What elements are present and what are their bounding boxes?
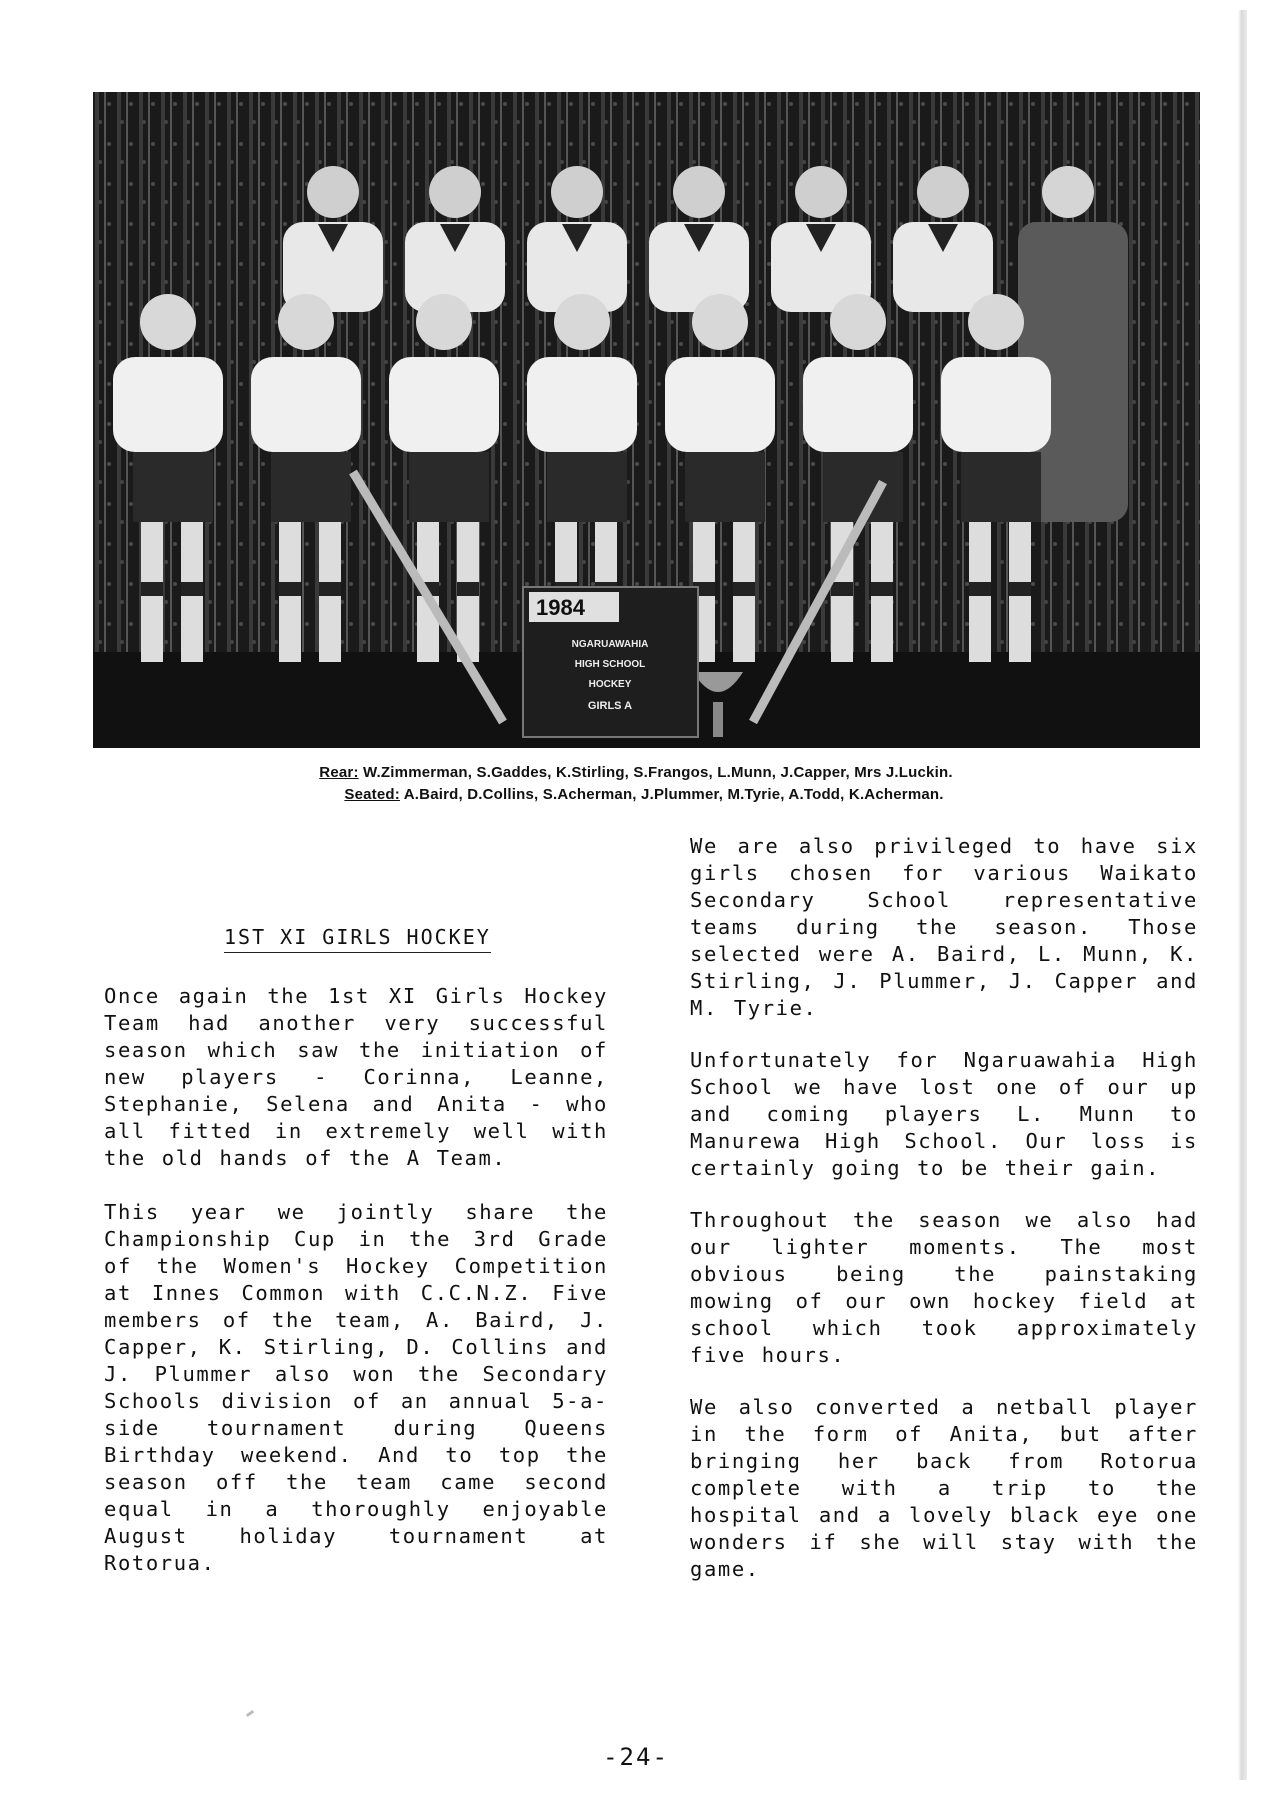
team-photo — [93, 92, 1200, 748]
caption-seated-names: A.Baird, D.Collins, S.Acherman, J.Plummer, M.Tyrie, A.Todd, K.Acherman. — [403, 786, 944, 803]
page-edge — [1238, 10, 1247, 1780]
sign-year: 1984 — [536, 595, 585, 620]
left-column — [104, 983, 608, 1604]
paragraph: We also converted a netball player in the form of Anita, but after bringing her back from Rotorua complete with a trip to the hospital and a lovely black eye one wonders if she will stay with the game. — [690, 1395, 1198, 1581]
team-sign — [523, 587, 698, 737]
scan-speck — [246, 1710, 254, 1717]
sign-line: HIGH SCHOOL — [574, 659, 646, 670]
caption-seated — [0, 786, 1272, 803]
page-number: -24- — [603, 1743, 669, 1771]
team-photo-illustration — [93, 92, 1200, 748]
paragraph: This year we jointly share the Championship Cup in the 3rd Grade of the Women's Hockey Competition at Innes Common with C.C.N.Z. Five members of the team, A. Baird, J. Capper, K. Stirling, D. Collins and J. Plummer also won the Secondary Schools division of an annual 5-a-side tournament during Queens Birthday weekend. And to top the season off the team came second equal in a thoroughly enjoyable August holiday tournament at Rotorua. — [104, 1200, 608, 1575]
caption-rear-label: Rear: — [319, 764, 359, 781]
caption-rear — [0, 764, 1272, 781]
paragraph: Throughout the season we also had our lighter moments. The most obvious being the painstaking mowing of our own hockey field at school which took approximately five hours. — [690, 1208, 1198, 1367]
sign-line: GIRLS A — [587, 700, 633, 712]
paragraph: We are also privileged to have six girls chosen for various Waikato Secondary School representative teams during the season. Those selected were A. Baird, L. Munn, K. Stirling, J. Plummer, J. Capper and M. Tyrie. — [690, 834, 1198, 1020]
sign-line: HOCKEY — [588, 679, 632, 690]
right-column — [690, 833, 1198, 1608]
sign-line: NGARUAWAHIA — [571, 639, 649, 650]
paragraph: Once again the 1st XI Girls Hockey Team had another very successful season which saw the initiation of new players - Corinna, Leanne, Stephanie, Selena and Anita - who all fitted in extremely well with the old hands of the A Team. — [104, 984, 608, 1170]
article-title: 1ST XI GIRLS HOCKEY — [224, 925, 491, 953]
paragraph: Unfortunately for Ngaruawahia High School we have lost one of our up and coming players L. Munn to Manurewa High School. Our loss is certainly going to be their gain. — [690, 1048, 1198, 1180]
caption-rear-names: W.Zimmerman, S.Gaddes, K.Stirling, S.Frangos, L.Munn, J.Capper, Mrs J.Luckin. — [363, 764, 953, 781]
caption-seated-label: Seated: — [344, 786, 400, 803]
